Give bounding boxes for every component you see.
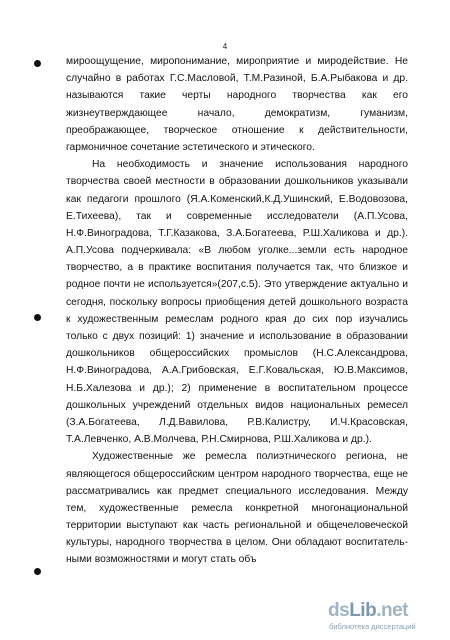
- text-line: Н.Б.Халезова и др.); 2) применение в воспитательном процессе: [66, 382, 408, 394]
- text-line: А.П.Усова подчеркивала: «В любом уголке...земли есть народное: [66, 245, 408, 257]
- dslib-logo-lib: Lib: [349, 600, 377, 621]
- text-line: жизнеутверждающее начало, демократизм, гуманизм,: [66, 107, 408, 119]
- text-line: к художественным ремеслам родного края до сих пор изучались: [66, 313, 408, 325]
- text-line: Художественные же ремесла полиэтнического региона, не: [92, 451, 408, 463]
- text-line: На необходимость и значение использования народного: [92, 159, 408, 171]
- text-line: творчество, а в практике воспитания получается так, что близкое и: [66, 262, 408, 274]
- text-line: Т.А.Левченко, А.В.Молчева, Р.Н.Смирнова, Р.Ш.Халикова и др.).: [66, 434, 372, 446]
- text-line: являющегося общероссийским центром народного творчества, еще не: [66, 468, 408, 480]
- text-line: Н.Ф.Виноградова, Т.Г.Казакова, З.А.Богатеева, Р.Ш.Халикова и др.).: [66, 227, 408, 239]
- text-line: как педагоги прошлого (Я.А.Коменский,К.Д.Ушинский, Е.Водовозова,: [66, 193, 408, 205]
- text-line: дошкольников общероссийских промыслов (Н.С.Александрова,: [66, 348, 408, 360]
- text-line: сегодня, поскольку вопросы приобщения детей дошкольного возраста: [66, 296, 408, 308]
- text-line: мироощущение, миропонимание, мироприятие и миродействие. Не: [66, 56, 408, 67]
- text-line: культуры, народного творчества в целом. Они обладают воспитатель-: [66, 537, 408, 549]
- dslib-logo: [328, 600, 408, 622]
- text-line: ными возможностями и могут стать объ: [66, 554, 257, 566]
- page-number: 4: [222, 42, 228, 51]
- left-margin-dot-top: [34, 60, 41, 67]
- text-line: родное почти не используется»(207,с.5). Это утверждение актуально и: [66, 279, 408, 291]
- text-line: преображающее, творческое отношение к действительности,: [66, 124, 408, 136]
- text-line: тем, художественные ремесла конкретной многонациональной: [66, 502, 408, 514]
- dslib-logo-net: .net: [376, 600, 408, 621]
- dslib-watermark: [328, 598, 440, 632]
- left-margin-dot-bottom: [34, 568, 41, 575]
- left-margin-dot-middle: [34, 314, 41, 321]
- text-line: называются такие черты народного творчества как его: [66, 90, 408, 102]
- text-line: творчества своей местности в образовании дошкольников указывали: [66, 176, 408, 188]
- text-line: (З.А.Богатеева, Л.Д.Вавилова, Р.В.Калистру, И.Ч.Красовская,: [66, 416, 408, 428]
- text-line: территории выступают как часть региональной и общечеловеческой: [66, 520, 408, 532]
- text-line: только с двух позиций: 1) значение и использование в образовании: [66, 331, 408, 342]
- text-line: гармоничное сочетание эстетического и этического.: [66, 141, 315, 153]
- text-line: Е.Тихеева), так и современные исследователи (А.П.Усова,: [66, 210, 408, 222]
- document-text: [66, 53, 408, 569]
- text-line: Н.Ф.Виноградова, А.А.Грибовская, Е.Г.Ковальская, Ю.В.Максимов,: [66, 365, 408, 377]
- paragraph: [66, 53, 408, 156]
- paragraph: [66, 156, 408, 448]
- dslib-subtitle: библиотека диссертаций: [329, 622, 416, 631]
- paragraph: [66, 448, 408, 568]
- text-line: случайно в работах Г.С.Масловой, Т.М.Разиной, Б.А.Рыбакова и др.: [66, 73, 408, 85]
- text-line: рассматривались как предмет специального исследования. Между: [66, 485, 408, 497]
- text-line: дошкольных учреждений отдельных видов национальных ремесел: [66, 399, 408, 411]
- dslib-logo-ds: ds: [328, 600, 350, 621]
